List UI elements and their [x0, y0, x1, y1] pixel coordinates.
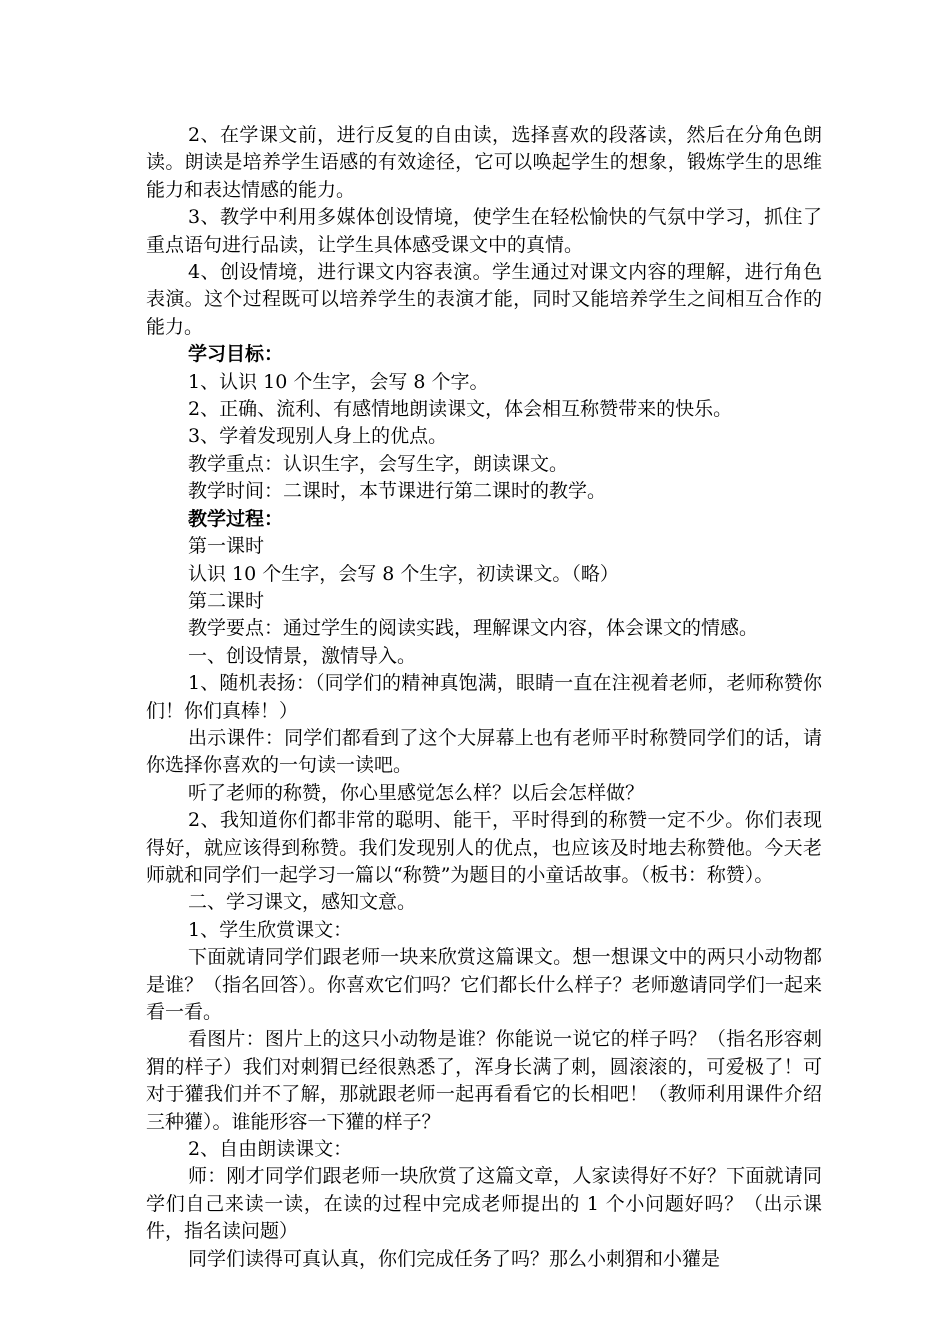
paragraph: 1、随机表扬：（同学们的精神真饱满，眼睛一直在注视着老师，老师称赞你们！你们真棒！） — [146, 672, 822, 722]
paragraph: 一、创设情景，激情导入。 — [188, 644, 417, 667]
paragraph: 第一课时 — [188, 535, 265, 558]
paragraph: 二、学习课文，感知文意。 — [188, 891, 417, 914]
section-heading: 教学过程： — [188, 507, 284, 530]
paragraph: 1、认识 10 个生字，会写 8 个字。 — [188, 370, 489, 393]
paragraph: 3、学着发现别人身上的优点。 — [188, 425, 448, 448]
paragraph: 2、正确、流利、有感情地朗读课文，体会相互称赞带来的快乐。 — [188, 398, 733, 421]
paragraph: 同学们读得可真认真，你们完成任务了吗？那么小刺猬和小獾是 — [188, 1247, 721, 1270]
paragraph: 下面就请同学们跟老师一块来欣赏这篇课文。想一想课文中的两只小动物都是谁？（指名回答）。你喜欢它们吗？它们都长什么样子？老师邀请同学们一起来看一看。 — [146, 946, 822, 1023]
paragraph: 第二课时 — [188, 589, 265, 612]
paragraph: 认识 10 个生字，会写 8 个生字，初读课文。（略） — [188, 562, 619, 585]
paragraph: 教学时间：二课时，本节课进行第二课时的教学。 — [188, 480, 607, 503]
paragraph: 师：刚才同学们跟老师一块欣赏了这篇文章，人家读得好不好？下面就请同学们自己来读一读，在读的过程中完成老师提出的 1 个小问题好吗？（出示课件，指名读问题） — [146, 1165, 822, 1243]
paragraph: 看图片：图片上的这只小动物是谁？你能说一说它的样子吗？（指名形容刺猬的样子）我们对刺猬已经很熟悉了，浑身长满了刺，圆滚滚的，可爱极了！可对于獾我们并不了解，那就跟老师一起再看看它的长相吧！（教师利用课件介绍三种獾）。谁能形容一下獾的样子？ — [146, 1028, 822, 1133]
paragraph: 2、自由朗读课文： — [188, 1138, 353, 1161]
paragraph: 2、我知道你们都非常的聪明、能干，平时得到的称赞一定不少。你们表现得好，就应该得到称赞。我们发现别人的优点，也应该及时地去称赞他。今天老师就和同学们一起学习一篇以“称赞”为题目的小童话故事。（板书：称赞）。 — [146, 809, 822, 886]
paragraph: 1、学生欣赏课文： — [188, 918, 353, 941]
section-heading: 学习目标： — [188, 343, 284, 366]
paragraph: 教学重点：认识生字，会写生字，朗读课文。 — [188, 452, 569, 475]
paragraph: 3、教学中利用多媒体创设情境，使学生在轻松愉快的气氛中学习，抓住了重点语句进行品读，让学生具体感受课文中的真情。 — [146, 206, 822, 256]
paragraph: 4、创设情境，进行课文内容表演。学生通过对课文内容的理解，进行角色表演。这个过程既可以培养学生的表演才能，同时又能培养学生之间相互合作的能力。 — [146, 261, 822, 338]
paragraph: 2、在学课文前，进行反复的自由读，选择喜欢的段落读，然后在分角色朗读。朗读是培养学生语感的有效途径，它可以唤起学生的想象，锻炼学生的思维能力和表达情感的能力。 — [146, 124, 822, 201]
paragraph: 教学要点：通过学生的阅读实践，理解课文内容，体会课文的情感。 — [188, 617, 759, 640]
document-page — [146, 122, 822, 1273]
paragraph: 出示课件：同学们都看到了这个大屏幕上也有老师平时称赞同学们的话，请你选择你喜欢的一句读一读吧。 — [146, 726, 822, 777]
paragraph: 听了老师的称赞，你心里感觉怎么样？以后会怎样做？ — [188, 781, 645, 804]
